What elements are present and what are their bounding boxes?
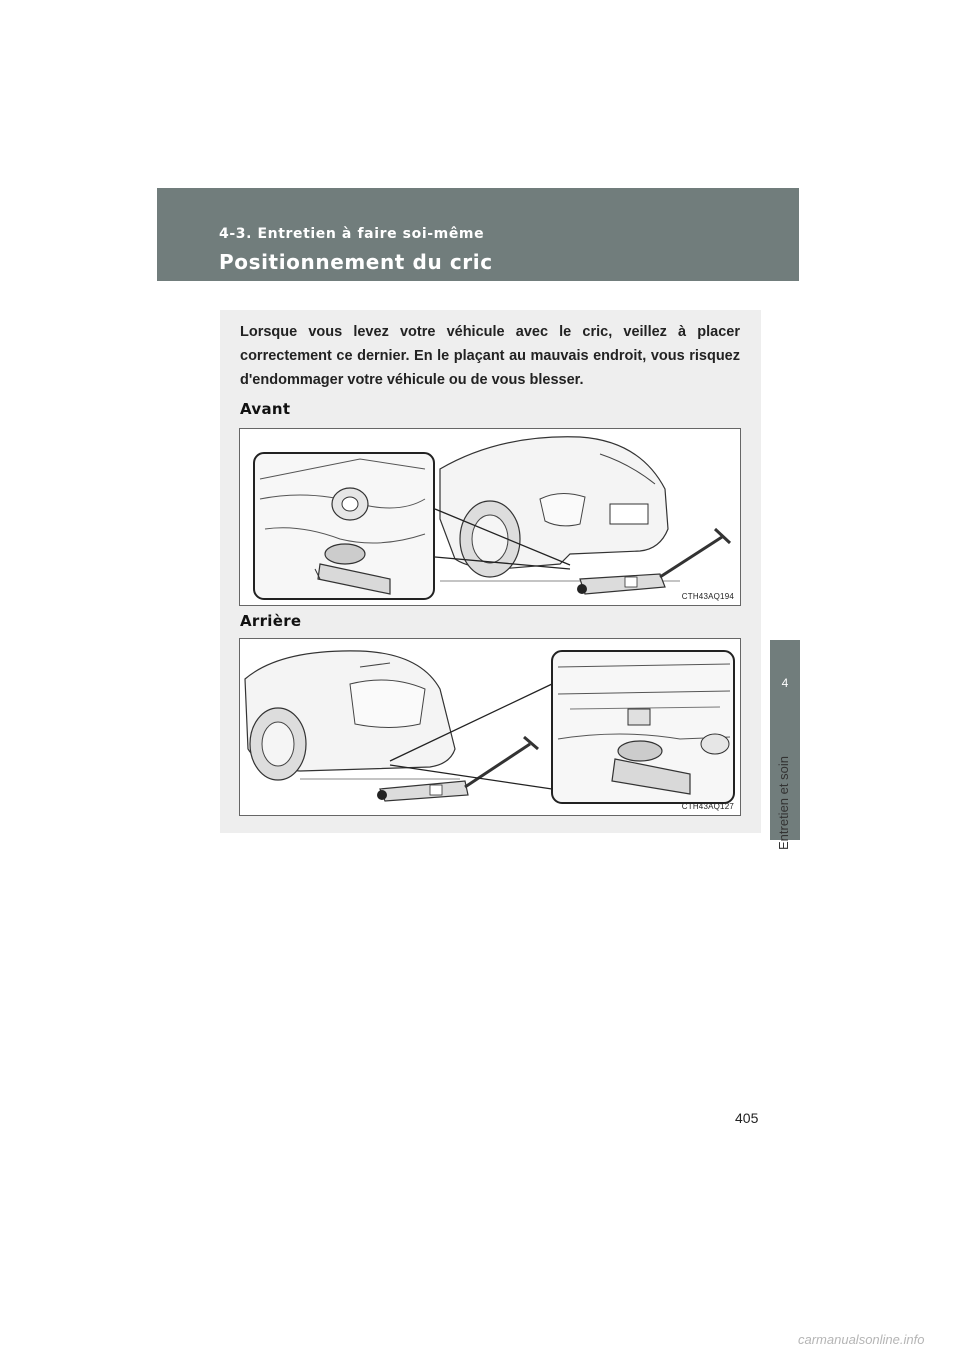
- chapter-tab-number: 4: [781, 676, 789, 690]
- figure-rear-jack-point: [239, 638, 741, 816]
- front-car-illustration: [240, 429, 741, 606]
- page-number: 405: [735, 1110, 759, 1126]
- figure-code-rear: CTH43AQ127: [681, 802, 734, 811]
- section-label: 4-3. Entretien à faire soi-même: [219, 226, 485, 242]
- content-box: [220, 310, 761, 833]
- section-heading-front: Avant: [240, 400, 291, 418]
- page-title: Positionnement du cric: [219, 250, 493, 274]
- rear-car-illustration: [240, 639, 741, 816]
- figure-code-front: CTH43AQ194: [681, 592, 734, 601]
- header-band: [157, 188, 799, 281]
- watermark[interactable]: carmanualsonline.info: [798, 1332, 925, 1347]
- figure-front-jack-point: [239, 428, 741, 606]
- section-heading-rear: Arrière: [240, 612, 302, 630]
- chapter-tab-label: [776, 830, 791, 850]
- intro-paragraph: Lorsque vous levez votre véhicule avec le cric, veillez à placer correctement ce dernier. En le plaçant au mauvais endroit, vous risquez d'endommager votre véhicule ou de vous blesser.: [240, 324, 740, 388]
